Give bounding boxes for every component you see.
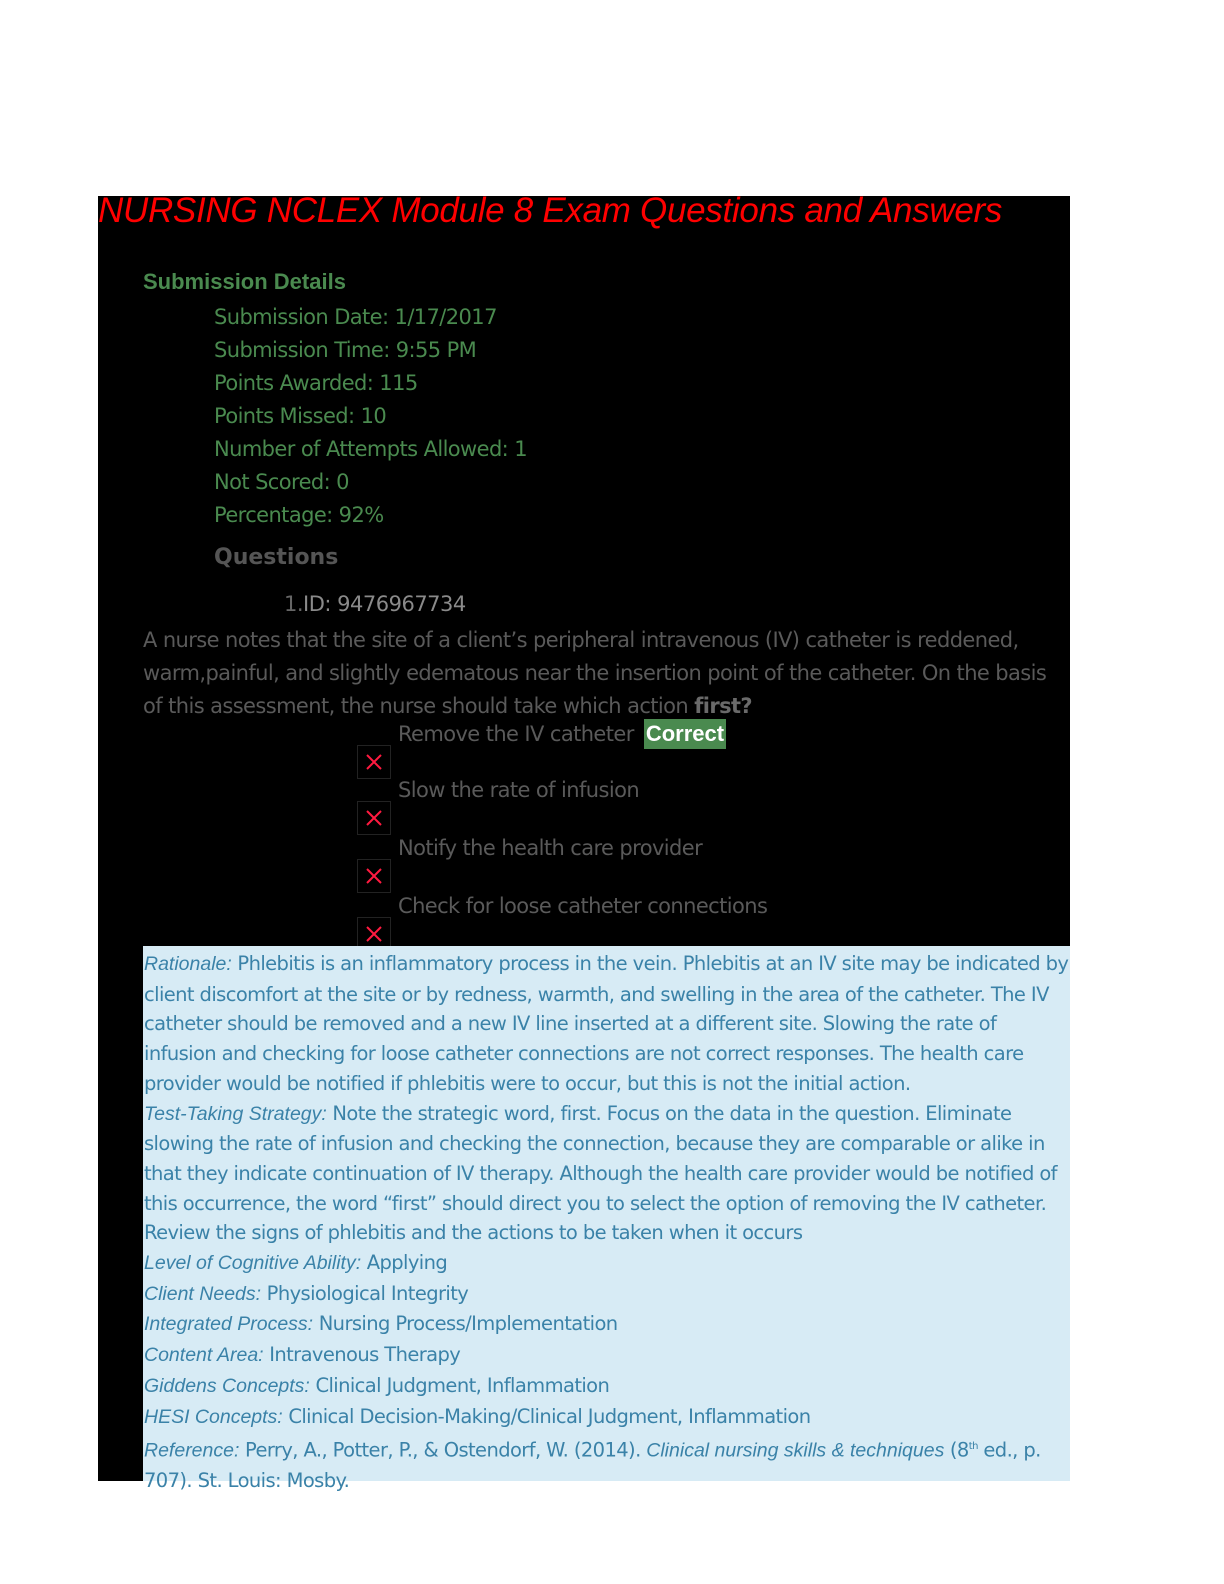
not-scored: Not Scored: 0 — [214, 470, 349, 494]
client-needs — [144, 1279, 1070, 1310]
hesi-value: Clinical Decision-Making/Clinical Judgment, Inflammation — [282, 1404, 811, 1428]
giddens-value: Clinical Judgment, Inflammation — [309, 1373, 610, 1397]
strategy-text: Note the strategic word, first. Focus on the data in the question. Eliminate slowing the rate of infusion and checking the connection, because they are comparable or alike in that they indicate continuation of IV therapy. Although the health care provider would be notified of this occurrence, the word “first” should direct you to select the option of removing the IV catheter. Review the signs of phlebitis and the actions to be taken when it occurs — [144, 1101, 1057, 1245]
reference-edition: (8 — [944, 1438, 969, 1462]
answer-option-text: Remove the IV catheter Correct — [398, 719, 726, 749]
giddens-concepts — [144, 1371, 1070, 1402]
content-area — [144, 1340, 1070, 1371]
answer-option[interactable] — [357, 719, 857, 777]
answer-option-text: Slow the rate of infusion — [398, 778, 640, 802]
reference-authors: Perry, A., Potter, P., & Ostendorf, W. (2014). — [239, 1438, 647, 1462]
cognitive-level — [144, 1248, 1070, 1279]
reference — [144, 1432, 1070, 1496]
strategy-paragraph — [144, 1099, 1070, 1249]
strategy-label: Test-Taking Strategy: — [144, 1102, 327, 1125]
reference-edition-sup: th — [968, 1441, 978, 1453]
question-id-label: ID: 9476967734 — [303, 592, 466, 616]
submission-details-list — [214, 302, 527, 533]
content-area-label: Content Area: — [144, 1344, 264, 1367]
reference-publisher: ed., p. 707). St. Louis: Mosby. — [144, 1438, 1041, 1493]
question-number: 1. — [284, 592, 304, 616]
x-icon — [357, 859, 391, 893]
reference-title: Clinical nursing skills & techniques — [646, 1439, 945, 1462]
points-awarded: Points Awarded: 115 — [214, 371, 418, 395]
rationale-box — [143, 946, 1070, 1493]
content-area-value: Intravenous Therapy — [263, 1343, 461, 1367]
document-title: NURSING NCLEX Module 8 Exam Questions and Answers — [98, 191, 1003, 230]
client-needs-value: Physiological Integrity — [261, 1281, 469, 1305]
x-icon — [357, 801, 391, 835]
question-stem-emphasis: first? — [694, 694, 752, 718]
points-missed: Points Missed: 10 — [214, 404, 387, 428]
hesi-label: HESI Concepts: — [144, 1405, 283, 1428]
answer-option-text: Check for loose catheter connections — [398, 894, 768, 918]
cognitive-value: Applying — [361, 1251, 448, 1275]
rationale-text: Phlebitis is an inflammatory process in the vein. Phlebitis at an IV site may be indicated by client discomfort at the site or by redness, warmth, and swelling in the area of the catheter. The IV catheter should be removed and a new IV line inserted at a different site. Slowing the rate of infusion and checking for loose catheter connections are not correct responses. The health care provider would be notified if phlebitis were to occur, but this is not the initial action. — [144, 952, 1069, 1095]
question-id — [284, 592, 466, 616]
reference-label: Reference: — [144, 1439, 240, 1462]
submission-time: Submission Time: 9:55 PM — [214, 338, 477, 362]
cognitive-label: Level of Cognitive Ability: — [144, 1252, 362, 1275]
giddens-label: Giddens Concepts: — [144, 1374, 310, 1397]
hesi-concepts — [144, 1402, 1070, 1433]
integrated-process — [144, 1309, 1070, 1340]
x-icon — [357, 745, 391, 779]
question-stem-text: A nurse notes that the site of a client’s peripheral intravenous (IV) catheter is reddened, warm,painful, and slightly edematous near the insertion point of the catheter. On the basis of this assessment, the nurse should take which action — [143, 628, 1047, 718]
answer-option[interactable] — [357, 775, 857, 833]
integrated-process-label: Integrated Process: — [144, 1313, 314, 1336]
questions-heading: Questions — [214, 545, 339, 570]
attempts-allowed: Number of Attempts Allowed: 1 — [214, 437, 527, 461]
percentage: Percentage: 92% — [214, 503, 384, 527]
answer-option[interactable] — [357, 891, 857, 949]
submission-details-heading: Submission Details — [143, 269, 346, 294]
rationale-paragraph — [144, 949, 1070, 1099]
answer-option-text: Notify the health care provider — [398, 836, 703, 860]
rationale-label: Rationale: — [144, 953, 232, 975]
integrated-process-value: Nursing Process/Implementation — [313, 1312, 618, 1336]
correct-badge: Correct — [644, 719, 726, 749]
submission-date: Submission Date: 1/17/2017 — [214, 305, 497, 329]
question-stem — [143, 624, 1068, 723]
client-needs-label: Client Needs: — [144, 1282, 262, 1305]
answer-option[interactable] — [357, 833, 857, 891]
